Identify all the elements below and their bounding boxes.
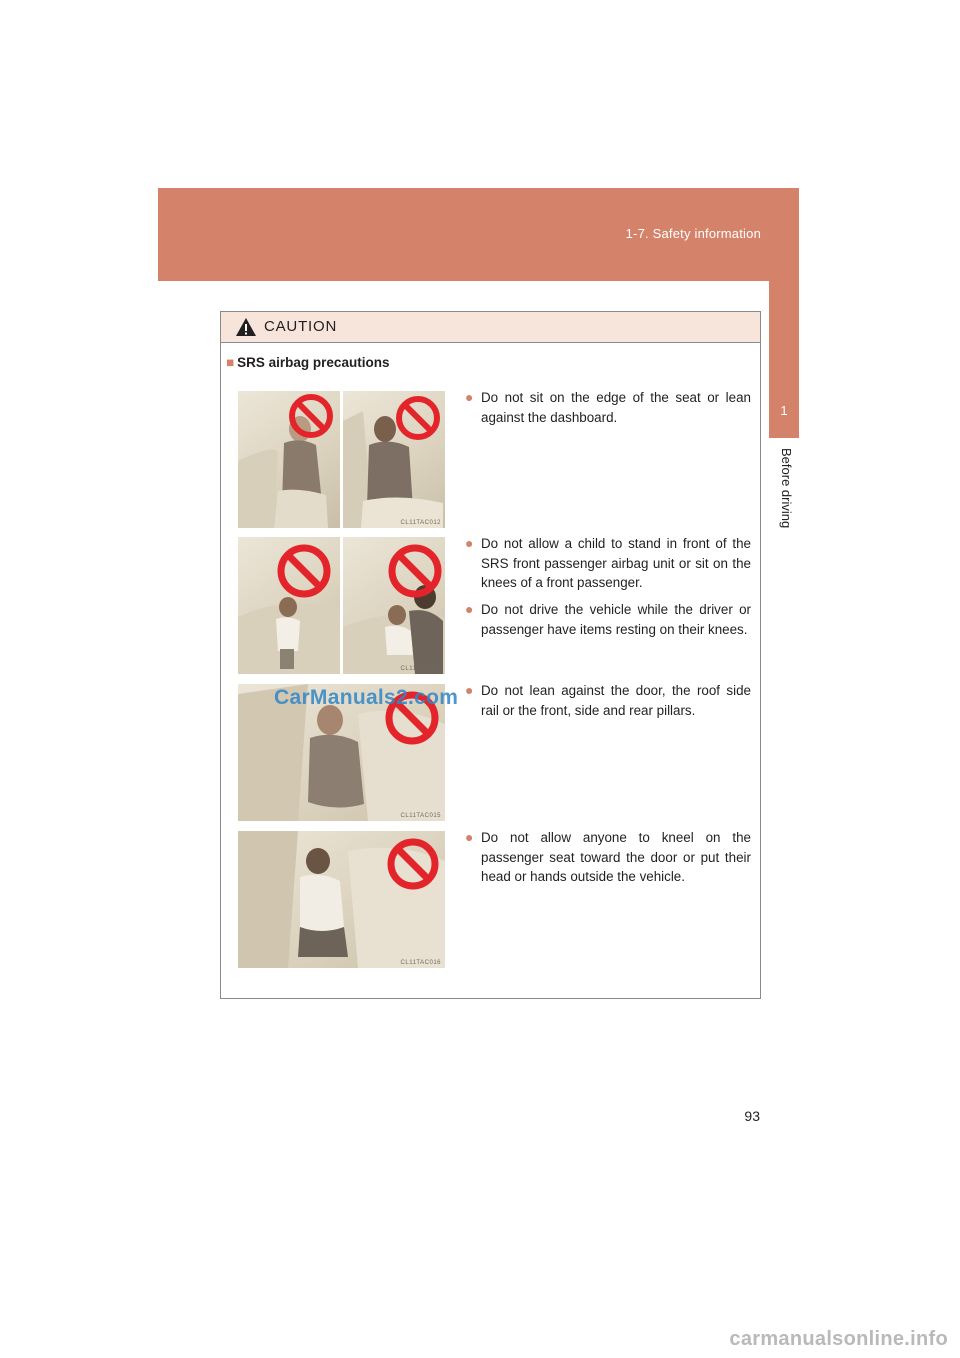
bullet-text: Do not allow a child to stand in front of the SRS front passenger airbag unit or sit on the knees of a front passenger.: [481, 536, 751, 590]
round-bullet-icon: ●: [465, 601, 474, 617]
footer-watermark: carmanualsonline.info: [729, 1328, 948, 1350]
subhead-text: SRS airbag precautions: [237, 355, 390, 370]
illustration-kneel-seat: [238, 831, 445, 968]
chapter-label: Before driving: [779, 448, 794, 529]
bullet-text: Do not drive the vehicle while the driver or passenger have items resting on their knees.: [481, 602, 751, 637]
round-bullet-icon: ●: [465, 829, 474, 845]
illustration-lean-dashboard: [238, 391, 445, 528]
illustration-pane-right: [343, 391, 445, 528]
square-bullet-icon: ■: [226, 355, 235, 370]
section-subhead: [226, 355, 389, 370]
prohibition-sign-icon: [288, 393, 334, 439]
round-bullet-icon: ●: [465, 389, 474, 405]
prohibition-sign-icon: [395, 395, 441, 441]
header-band: [158, 188, 799, 281]
illustration-code: CL11TAC012: [400, 520, 441, 526]
illustration-code: CL11TAC016: [400, 960, 441, 966]
warning-triangle-icon: [235, 317, 257, 337]
illustration-pane-right: [343, 537, 445, 674]
bullet-text: Do not lean against the door, the roof side rail or the front, side and rear pillars.: [481, 683, 751, 718]
illustration-code: CL11TAC015: [400, 813, 441, 819]
bullet-item: [465, 534, 751, 593]
chapter-tab[interactable]: [769, 281, 799, 438]
bullet-item: [465, 681, 751, 720]
bullet-item: [465, 828, 751, 887]
page-number: 93: [744, 1108, 760, 1124]
round-bullet-icon: ●: [465, 682, 474, 698]
round-bullet-icon: ●: [465, 535, 474, 551]
illustration-pane-left: [238, 391, 340, 528]
caution-header: [221, 312, 760, 343]
prohibition-sign-icon: [386, 837, 440, 891]
bullet-item: [465, 388, 751, 427]
site-watermark-overlay: CarManuals2.com: [274, 686, 459, 709]
bullet-text: Do not sit on the edge of the seat or lean against the dashboard.: [481, 390, 751, 425]
section-title: 1-7. Safety information: [625, 226, 761, 241]
prohibition-sign-icon: [276, 543, 332, 599]
bullet-text: Do not allow anyone to kneel on the passenger seat toward the door or put their head or hands outside the vehicle.: [481, 830, 751, 884]
illustration-pane-left: [238, 537, 340, 674]
prohibition-sign-icon: [387, 543, 443, 599]
chapter-number: 1: [780, 403, 788, 418]
bullet-item: [465, 600, 751, 639]
illustration-code: CL11TAC013: [400, 666, 441, 672]
caution-label: CAUTION: [264, 318, 338, 335]
caution-box: [220, 311, 761, 999]
illustration-child-front-seat: [238, 537, 445, 674]
